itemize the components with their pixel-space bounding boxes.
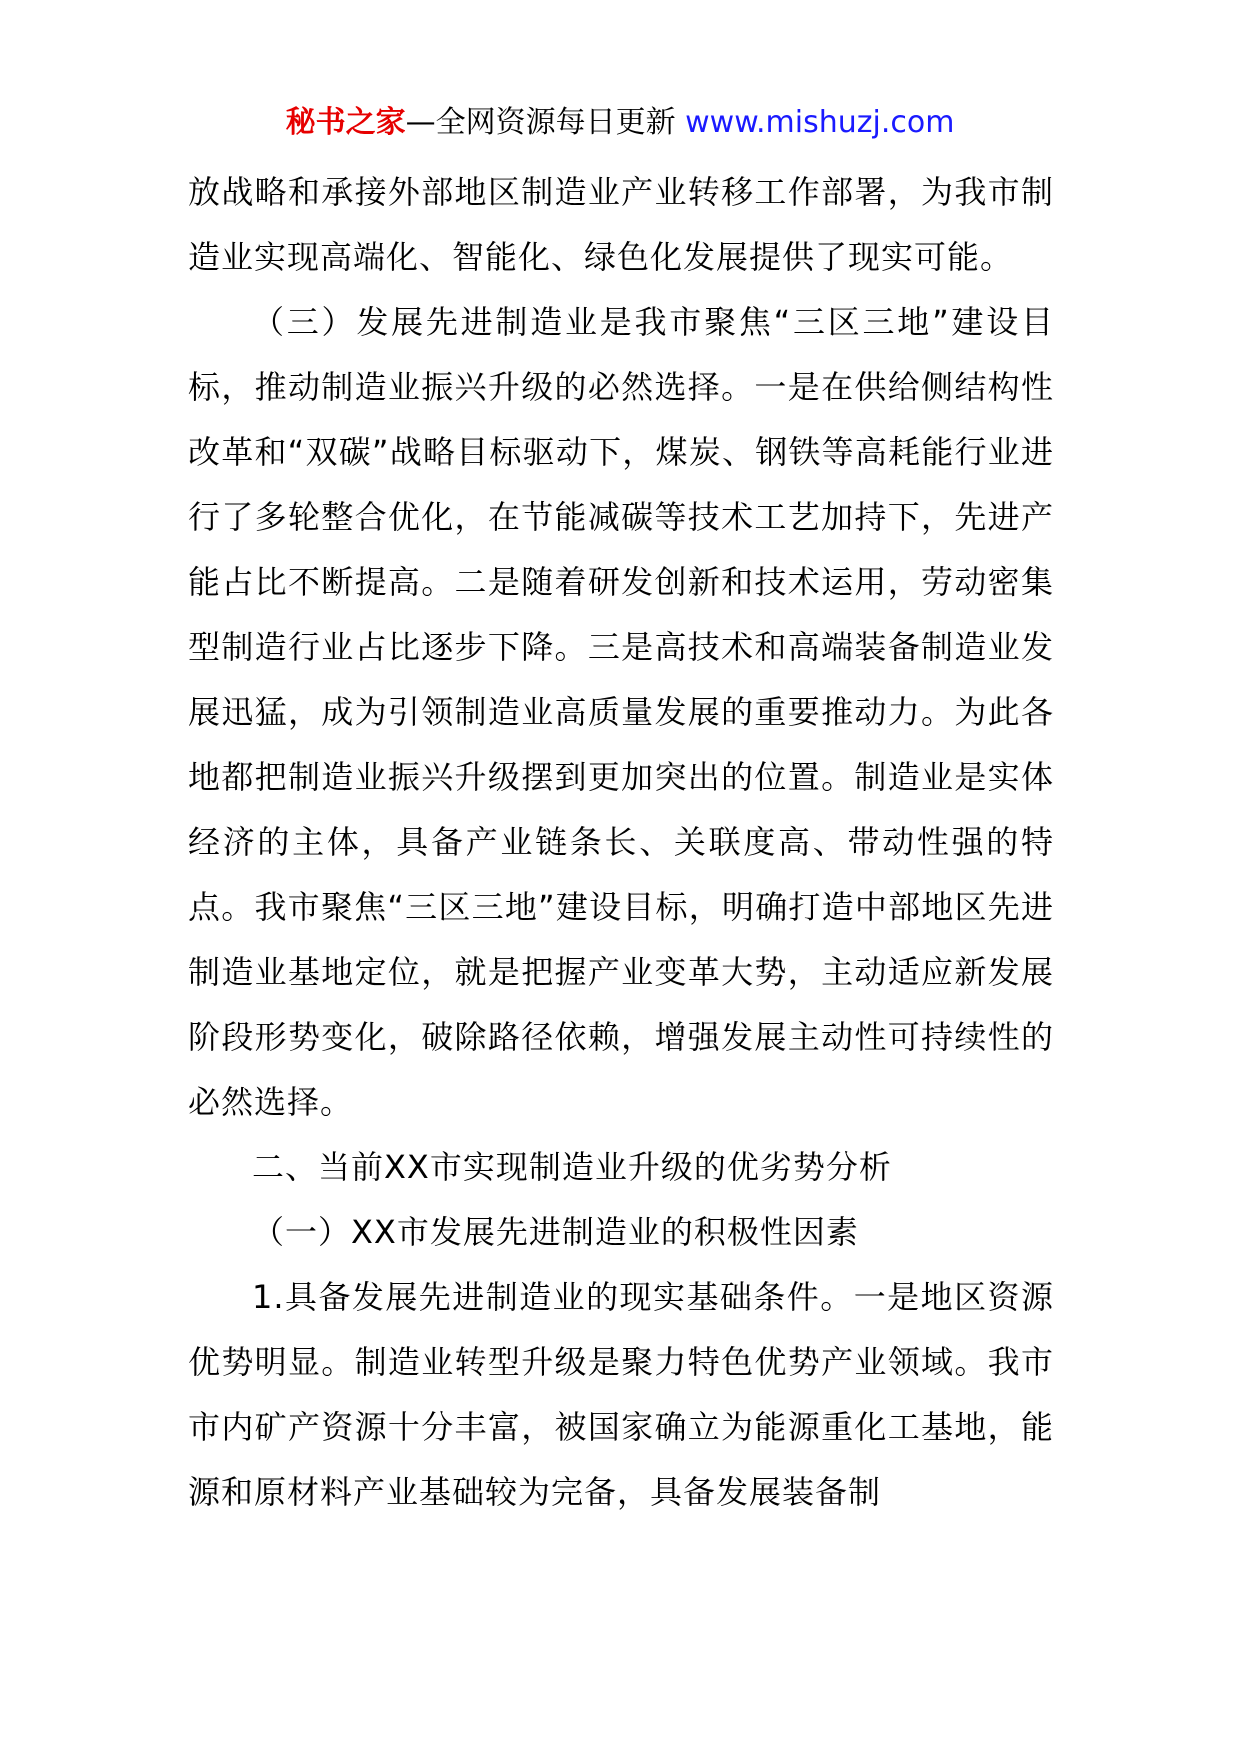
paragraph-point-one: 1.具备发展先进制造业的现实基础条件。一是地区资源优势明显。制造业转型升级是聚力特色优势产业领域。我市市内矿产资源十分丰富，被国家确立为能源重化工基地，能源和原材料产业基础较为完备，具备发展装备制 xyxy=(188,1278,1054,1511)
website-link[interactable]: www.mishuzj.com xyxy=(685,105,955,140)
document-body xyxy=(188,160,1054,1525)
header-tagline: —全网资源每日更新 xyxy=(405,105,686,140)
subsection-heading-one: （一）XX市发展先进制造业的积极性因素 xyxy=(252,1213,859,1251)
brand-name: 秘书之家 xyxy=(285,105,406,140)
paragraph-section-three: （三）发展先进制造业是我市聚焦“三区三地”建设目标，推动制造业振兴升级的必然选择。一是在供给侧结构性改革和“双碳”战略目标驱动下，煤炭、钢铁等高耗能行业进行了多轮整合优化，在节能减碳等技术工艺加持下，先进产能占比不断提高。二是随着研发创新和技术运用，劳动密集型制造行业占比逐步下降。三是高技术和高端装备制造业发展迅猛，成为引领制造业高质量发展的重要推动力。为此各地都把制造业振兴升级摆到更加突出的位置。制造业是实体经济的主体，具备产业链条长、关联度高、带动性强的特点。我市聚焦“三区三地”建设目标，明确打造中部地区先进制造业基地定位，就是把握产业变革大势，主动适应新发展阶段形势变化，破除路径依赖，增强发展主动性可持续性的必然选择。 xyxy=(188,303,1054,1121)
paragraph-continuation: 放战略和承接外部地区制造业产业转移工作部署，为我市制造业实现高端化、智能化、绿色化发展提供了现实可能。 xyxy=(188,173,1054,276)
page-header xyxy=(0,100,1240,146)
section-heading-two: 二、当前XX市实现制造业升级的优劣势分析 xyxy=(252,1148,892,1186)
